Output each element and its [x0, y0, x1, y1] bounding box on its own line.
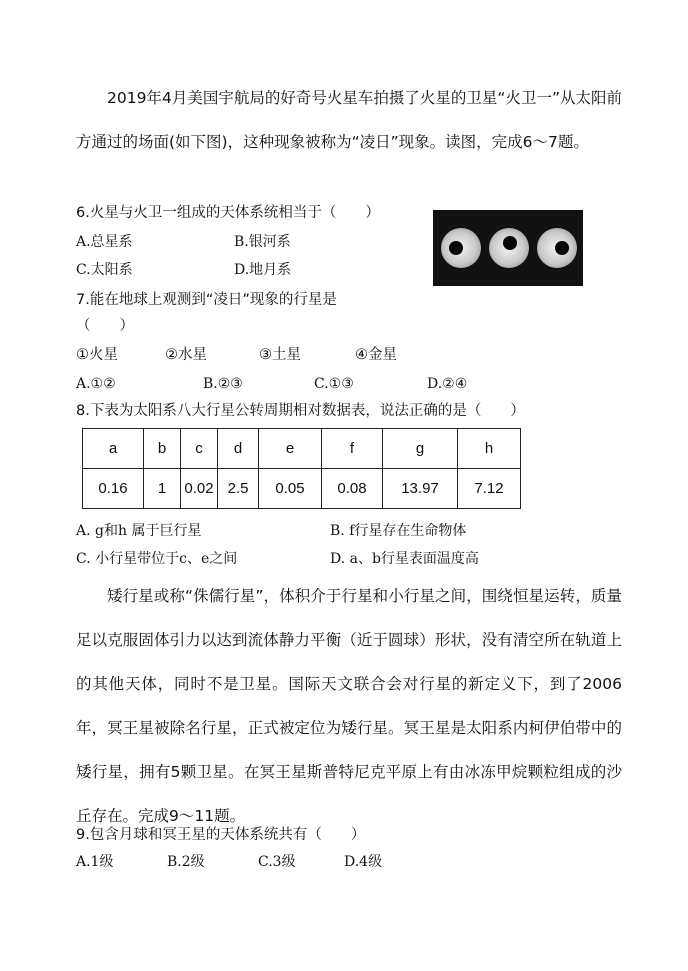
table-header-cell: c [181, 429, 218, 469]
q9-option-c: C.3级 [258, 854, 296, 870]
q8-option-c: C. 小行星带位于c、e之间 [76, 551, 238, 567]
q6-option-a: A.总星系 [76, 234, 133, 250]
table-value-cell: 0.02 [181, 469, 218, 509]
sun-disk-1 [441, 228, 481, 268]
table-header-row [83, 429, 521, 469]
q8-option-d: D. a、b行星表面温度高 [330, 551, 479, 567]
q6-option-b: B.银河系 [234, 234, 291, 250]
table-header-cell: d [218, 429, 259, 469]
intro-paragraph-1: 2019年4月美国宇航局的好奇号火星车拍摄了火星的卫星“火卫一”从太阳前方通过的场面(如下图)，这种现象被称为“凌日”现象。读图，完成6～7题。 [76, 89, 622, 151]
table-value-cell: 1 [144, 469, 181, 509]
table-value-cell: 7.12 [458, 469, 521, 509]
table-header-cell: g [383, 429, 458, 469]
q7-option-d: D.②④ [427, 376, 468, 392]
q7-item-4: ④金星 [355, 347, 397, 363]
q6-option-d: D.地月系 [234, 262, 292, 278]
q7-option-a: A.①② [76, 376, 116, 392]
sun-disk-3 [537, 228, 577, 268]
table-value-cell: 13.97 [383, 469, 458, 509]
table-header-cell: e [259, 429, 322, 469]
table-value-cell: 0.16 [83, 469, 144, 509]
table-value-row [83, 469, 521, 509]
q6-stem: 6.火星与火卫一组成的天体系统相当于（ ） [76, 205, 380, 221]
q8-stem: 8.下表为太阳系八大行星公转周期相对数据表，说法正确的是（ ） [76, 403, 525, 419]
q7-option-c: C.①③ [314, 376, 354, 392]
table-value-cell: 2.5 [218, 469, 259, 509]
q7-stem-line2: （ ） [76, 318, 134, 334]
table-header-cell: h [458, 429, 521, 469]
intro-paragraph-2: 矮行星或称“侏儒行星”，体积介于行星和小行星之间，围绕恒星运转，质量足以克服固体引力以达到流体静力平衡（近于圆球）形状，没有清空所在轨道上的其他天体，同时不是卫星。国际天文联合会对行星的新定义下，到了2006年，冥王星被除名行星，正式被定位为矮行星。冥王星是太阳系内柯伊伯带中的矮行星，拥有5颗卫星。在冥王星斯普特尼克平原上有由冰冻甲烷颗粒组成的沙丘存在。完成9～11题。 [76, 587, 622, 825]
q7-item-1: ①火星 [76, 347, 118, 363]
q9-option-a: A.1级 [76, 854, 114, 870]
q9-option-d: D.4级 [344, 854, 383, 870]
table-header-cell: f [322, 429, 383, 469]
q8-option-b: B. f行星存在生命物体 [330, 523, 467, 539]
sun-disk-2 [489, 228, 529, 268]
q7-option-b: B.②③ [203, 376, 243, 392]
q6-option-c: C.太阳系 [76, 262, 133, 278]
q7-item-3: ③土星 [259, 347, 301, 363]
q7-stem-line1: 7.能在地球上观测到“凌日”现象的行星是 [76, 292, 337, 308]
table-header-cell: a [83, 429, 144, 469]
q8-option-a: A. g和h 属于巨行星 [76, 523, 202, 539]
q9-stem: 9.包含月球和冥王星的天体系统共有（ ） [76, 827, 366, 843]
q7-item-2: ②水星 [165, 347, 207, 363]
table-value-cell: 0.08 [322, 469, 383, 509]
phobos-transit-photo [433, 210, 583, 286]
q9-option-b: B.2级 [167, 854, 205, 870]
orbital-period-table [82, 428, 521, 509]
table-value-cell: 0.05 [259, 469, 322, 509]
table-header-cell: b [144, 429, 181, 469]
